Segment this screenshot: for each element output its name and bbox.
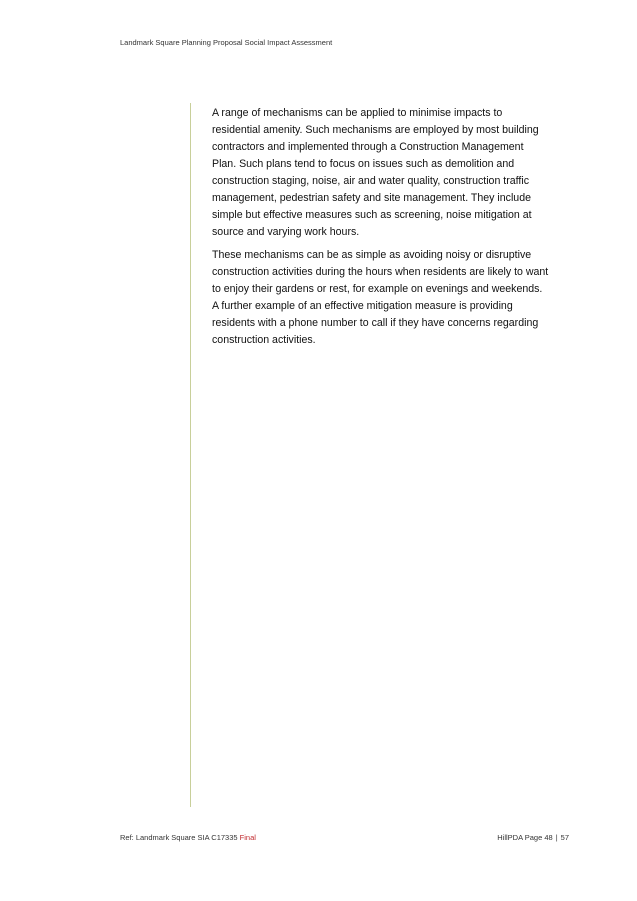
- footer-reference: [120, 833, 256, 842]
- paragraph-simple-mechanisms: These mechanisms can be as simple as avoiding noisy or disruptive construction activities during the hours when residents are likely to want to enjoy their gardens or rest, for example on evenings and weekends. A further example of an effective mitigation measure is providing residents with a phone number to call if they have concerns regarding construction activities.: [212, 249, 549, 346]
- body-text: [212, 105, 550, 355]
- footer-ref-text: Ref: Landmark Square SIA C17335: [120, 833, 238, 842]
- footer-page-label: HillPDA Page 48: [497, 833, 553, 842]
- footer-status: Final: [239, 833, 256, 842]
- running-header: Landmark Square Planning Proposal Social Impact Assessment: [120, 38, 333, 47]
- footer-page-number: [497, 833, 569, 842]
- footer-separator: |: [555, 833, 558, 842]
- footer-total-pages: 57: [560, 833, 569, 842]
- paragraph-mitigation-mechanisms: A range of mechanisms can be applied to minimise impacts to residential amenity. Such mechanisms are employed by most building contractors and implemented through a Construction Management Plan. Such plans tend to focus on issues such as demolition and construction staging, noise, air and water quality, construction traffic management, pedestrian safety and site management. They include simple but effective measures such as screening, noise mitigation at source and varying work hours.: [212, 107, 539, 238]
- margin-rule: [190, 103, 191, 807]
